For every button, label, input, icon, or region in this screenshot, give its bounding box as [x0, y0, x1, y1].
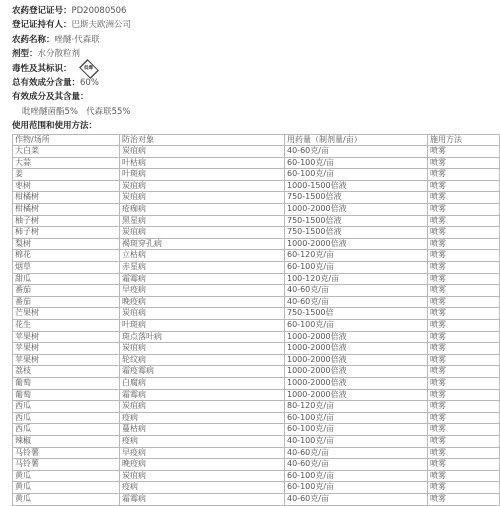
ingredients-field — [12, 90, 500, 104]
cell-crop: 柿子树 — [13, 227, 120, 239]
cell-target: 炭疽病 — [120, 308, 285, 320]
cell-crop: 芒果树 — [13, 308, 120, 320]
cell-crop: 黄瓜 — [13, 470, 120, 482]
table-row — [13, 435, 500, 447]
table-row — [13, 354, 500, 366]
cell-dosage: 100-120克/亩 — [285, 273, 428, 285]
cell-target: 疫病 — [120, 482, 285, 494]
table-row — [13, 262, 500, 274]
cell-dosage: 40-60克/亩 — [285, 285, 428, 297]
cell-dosage: 1000-2000倍液 — [285, 354, 428, 366]
cell-crop: 苹果树 — [13, 343, 120, 355]
cell-target: 霜疫霉病 — [120, 366, 285, 378]
cell-target: 黑星病 — [120, 215, 285, 227]
cell-method: 喷雾 — [428, 493, 500, 505]
cell-target: 霜霉病 — [120, 493, 285, 505]
cell-dosage: 40-60克/亩 — [285, 493, 428, 505]
table-row — [13, 424, 500, 436]
cell-dosage: 60-100克/亩 — [285, 157, 428, 169]
cell-crop: 荔枝 — [13, 366, 120, 378]
cell-dosage: 40-60克/亩 — [285, 146, 428, 158]
cell-crop: 烟草 — [13, 262, 120, 274]
cell-dosage: 60-100克/亩 — [285, 262, 428, 274]
cell-dosage: 750-1500倍液 — [285, 192, 428, 204]
table-row — [13, 447, 500, 459]
total-content-value: 60% — [80, 77, 99, 88]
table-row — [13, 204, 500, 216]
cell-dosage: 60-100克/亩 — [285, 412, 428, 424]
cell-method: 喷雾 — [428, 250, 500, 262]
cell-method: 喷雾 — [428, 157, 500, 169]
cell-dosage: 750-1500倍 — [285, 308, 428, 320]
table-row — [13, 180, 500, 192]
cell-method: 喷雾 — [428, 459, 500, 471]
cell-method: 喷雾 — [428, 296, 500, 308]
cell-crop: 大蒜 — [13, 157, 120, 169]
cell-target: 晚疫病 — [120, 459, 285, 471]
cell-dosage: 80-120克/亩 — [285, 401, 428, 413]
cell-method: 喷雾 — [428, 354, 500, 366]
cell-crop: 番茄 — [13, 285, 120, 297]
usage-table-body — [13, 146, 500, 505]
cell-target: 炭疽病 — [120, 227, 285, 239]
usage-table — [12, 134, 500, 506]
cell-crop: 葡萄 — [13, 389, 120, 401]
cell-target: 早疫病 — [120, 285, 285, 297]
cell-crop: 西瓜 — [13, 424, 120, 436]
toxicity-field — [12, 62, 500, 76]
registration-number-label: 农药登记证号： — [12, 6, 72, 16]
cell-dosage: 60-100克/亩 — [285, 320, 428, 332]
cell-crop: 枣树 — [13, 180, 120, 192]
cell-method: 喷雾 — [428, 238, 500, 250]
formulation-label: 剂型： — [12, 49, 38, 60]
cell-dosage: 750-1500倍液 — [285, 227, 428, 239]
cell-dosage: 1000-2000倍液 — [285, 204, 428, 216]
column-header-method: 施用方法 — [428, 134, 500, 146]
cell-method: 喷雾 — [428, 447, 500, 459]
table-row — [13, 389, 500, 401]
cell-dosage: 40-60克/亩 — [285, 447, 428, 459]
ingredient-item: 吡唑醚菌酯5% — [22, 106, 78, 117]
cell-target: 炭疽病 — [120, 180, 285, 192]
column-header-dosage: 用药量（制剂量/亩） — [285, 134, 428, 146]
cell-dosage: 60-100克/亩 — [285, 424, 428, 436]
holder-label: 登记证持有人： — [12, 20, 72, 31]
table-row — [13, 146, 500, 158]
cell-dosage: 60-100克/亩 — [285, 482, 428, 494]
cell-method: 喷雾 — [428, 424, 500, 436]
cell-method: 喷雾 — [428, 204, 500, 216]
cell-target: 炭疽病 — [120, 146, 285, 158]
table-row — [13, 401, 500, 413]
table-row — [13, 482, 500, 494]
cell-target: 褐斑穿孔病 — [120, 238, 285, 250]
cell-method: 喷雾 — [428, 470, 500, 482]
cell-crop: 梨树 — [13, 238, 120, 250]
cell-dosage: 60-100克/亩 — [285, 169, 428, 181]
total-content-label: 总有效成分含量： — [12, 77, 81, 88]
cell-dosage: 60-120克/亩 — [285, 250, 428, 262]
total-content-field — [12, 76, 500, 90]
cell-target: 叶斑病 — [120, 169, 285, 181]
cell-crop: 马铃薯 — [13, 459, 120, 471]
cell-crop: 柑橘树 — [13, 204, 120, 216]
cell-target: 立枯病 — [120, 250, 285, 262]
cell-dosage: 1000-2000倍液 — [285, 377, 428, 389]
cell-crop: 黄瓜 — [13, 482, 120, 494]
cell-target: 轮纹病 — [120, 354, 285, 366]
cell-method: 喷雾 — [428, 146, 500, 158]
cell-target: 斑点落叶病 — [120, 331, 285, 343]
cell-method: 喷雾 — [428, 192, 500, 204]
table-row — [13, 192, 500, 204]
cell-target: 疮痂病 — [120, 204, 285, 216]
cell-crop: 姜 — [13, 169, 120, 181]
cell-crop: 苹果树 — [13, 331, 120, 343]
cell-target: 霜霉病 — [120, 389, 285, 401]
cell-method: 喷雾 — [428, 262, 500, 274]
cell-crop: 棉花 — [13, 250, 120, 262]
table-row — [13, 331, 500, 343]
cell-method: 喷雾 — [428, 482, 500, 494]
table-row — [13, 320, 500, 332]
cell-target: 疫病 — [120, 412, 285, 424]
cell-crop: 花生 — [13, 320, 120, 332]
cell-method: 喷雾 — [428, 215, 500, 227]
cell-target: 炭疽病 — [120, 401, 285, 413]
cell-method: 喷雾 — [428, 308, 500, 320]
cell-method: 喷雾 — [428, 343, 500, 355]
cell-target: 晚疫病 — [120, 296, 285, 308]
cell-target: 叶斑病 — [120, 320, 285, 332]
formulation-value: 水分散粒剂 — [37, 49, 81, 60]
table-row — [13, 377, 500, 389]
cell-method: 喷雾 — [428, 273, 500, 285]
table-row — [13, 215, 500, 227]
cell-dosage: 1000-2000倍液 — [285, 366, 428, 378]
usage-heading-field — [12, 119, 500, 133]
usage-heading: 使用范围和使用方法： — [12, 121, 98, 132]
cell-crop: 马铃薯 — [13, 447, 120, 459]
cell-crop: 西瓜 — [13, 401, 120, 413]
pesticide-name-value: 唑醚·代森联 — [54, 34, 100, 45]
table-row — [13, 366, 500, 378]
cell-crop: 西瓜 — [13, 412, 120, 424]
table-row — [13, 412, 500, 424]
toxicity-label: 毒性及其标识： — [12, 63, 72, 74]
usage-table-header-row — [13, 134, 500, 146]
cell-dosage: 40-60克/亩 — [285, 296, 428, 308]
table-row — [13, 493, 500, 505]
table-row — [13, 296, 500, 308]
cell-target: 炭疽病 — [120, 343, 285, 355]
cell-method: 喷雾 — [428, 366, 500, 378]
cell-method: 喷雾 — [428, 435, 500, 447]
cell-target: 早疫病 — [120, 447, 285, 459]
ingredient-item: 代森联55% — [86, 106, 131, 117]
cell-crop: 柑橘树 — [13, 192, 120, 204]
cell-target: 叶枯病 — [120, 157, 285, 169]
registration-number-value: PD20080506 — [71, 6, 127, 16]
cell-dosage: 1000-2000倍液 — [285, 331, 428, 343]
cell-target: 炭疽病 — [120, 192, 285, 204]
cell-method: 喷雾 — [428, 401, 500, 413]
cell-crop: 甜瓜 — [13, 273, 120, 285]
cell-method: 喷雾 — [428, 285, 500, 297]
toxicity-badge-text: 低毒 — [84, 65, 94, 71]
cell-crop: 番茄 — [13, 296, 120, 308]
cell-crop: 葡萄 — [13, 377, 120, 389]
cell-method: 喷雾 — [428, 169, 500, 181]
cell-target: 炭疽病 — [120, 470, 285, 482]
cell-method: 喷雾 — [428, 331, 500, 343]
ingredients-label: 有效成分及其含量： — [12, 92, 89, 103]
table-row — [13, 308, 500, 320]
table-row — [13, 470, 500, 482]
ingredients-list — [12, 105, 500, 119]
cell-target: 疫病 — [120, 435, 285, 447]
table-row — [13, 169, 500, 181]
cell-crop: 辣椒 — [13, 435, 120, 447]
cell-dosage: 1000-2000倍液 — [285, 343, 428, 355]
registration-number-field — [12, 4, 500, 18]
cell-crop: 苹果树 — [13, 354, 120, 366]
cell-method: 喷雾 — [428, 320, 500, 332]
holder-field — [12, 18, 500, 32]
cell-dosage: 1000-2000倍液 — [285, 238, 428, 250]
pesticide-name-field — [12, 33, 500, 47]
cell-dosage: 750-1500倍液 — [285, 215, 428, 227]
table-row — [13, 238, 500, 250]
column-header-crop: 作物/场所 — [13, 134, 120, 146]
cell-dosage: 1000-2000倍液 — [285, 389, 428, 401]
cell-dosage: 1000-1500倍液 — [285, 180, 428, 192]
cell-crop: 黄瓜 — [13, 493, 120, 505]
table-row — [13, 459, 500, 471]
cell-target: 蔓枯病 — [120, 424, 285, 436]
table-row — [13, 157, 500, 169]
table-row — [13, 273, 500, 285]
holder-value: 巴斯夫欧洲公司 — [71, 20, 132, 31]
cell-target: 白腐病 — [120, 377, 285, 389]
cell-method: 喷雾 — [428, 412, 500, 424]
cell-dosage: 40-100克/亩 — [285, 435, 428, 447]
cell-method: 喷雾 — [428, 389, 500, 401]
cell-crop: 柚子树 — [13, 215, 120, 227]
table-row — [13, 285, 500, 297]
table-row — [13, 250, 500, 262]
cell-target: 霜霉病 — [120, 273, 285, 285]
cell-crop: 大白菜 — [13, 146, 120, 158]
cell-method: 喷雾 — [428, 227, 500, 239]
cell-dosage: 60-100克/亩 — [285, 470, 428, 482]
column-header-target: 防治对象 — [120, 134, 285, 146]
cell-method: 喷雾 — [428, 180, 500, 192]
cell-target: 赤星病 — [120, 262, 285, 274]
cell-method: 喷雾 — [428, 377, 500, 389]
table-row — [13, 343, 500, 355]
low-toxicity-badge-icon — [78, 62, 100, 76]
pesticide-name-label: 农药名称： — [12, 34, 55, 45]
cell-dosage: 40-60克/亩 — [285, 459, 428, 471]
table-row — [13, 227, 500, 239]
